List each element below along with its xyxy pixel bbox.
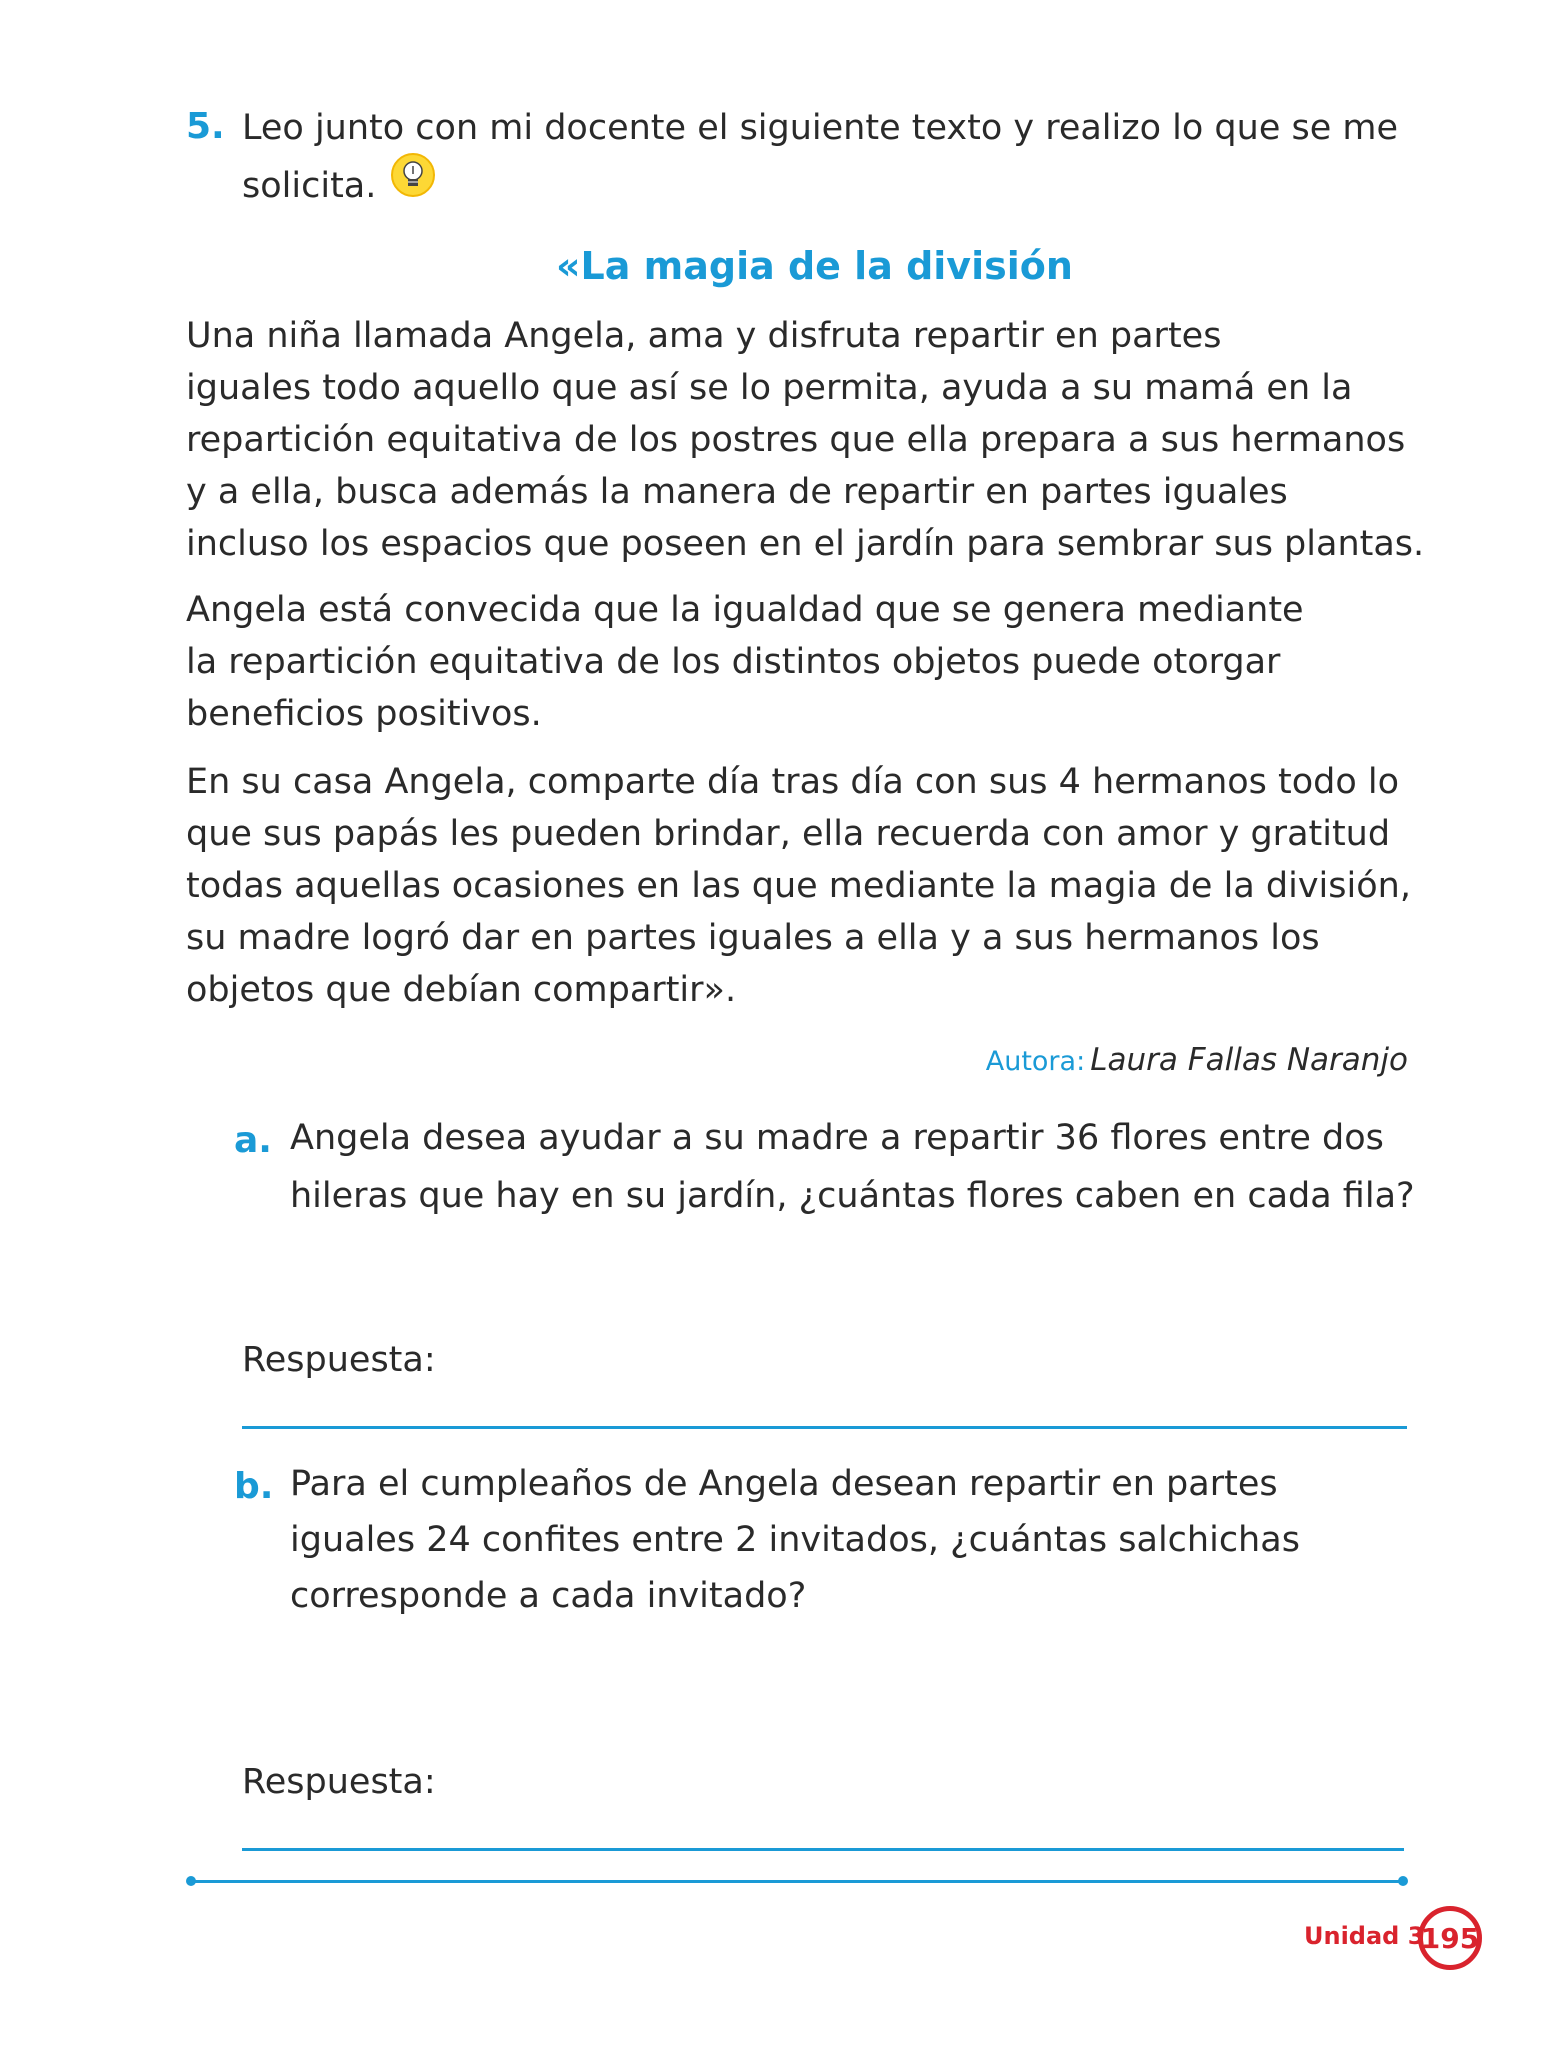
answer-label-a: Respuesta: xyxy=(242,1340,436,1380)
paragraph-line: iguales todo aquello que así se lo permita, ayuda a su mamá en la xyxy=(186,368,1353,408)
paragraph-line: En su casa Angela, comparte día tras día con sus 4 hermanos todo lo xyxy=(186,762,1400,802)
question-a-line1: Angela desea ayudar a su madre a repartir 36 flores entre dos xyxy=(290,1118,1384,1158)
answer-line-a[interactable] xyxy=(242,1426,1407,1429)
question-a-line2: hileras que hay en su jardín, ¿cuántas flores caben en cada fila? xyxy=(290,1176,1415,1216)
paragraph-line: Angela está convecida que la igualdad que se genera mediante xyxy=(186,590,1304,630)
paragraph-line: Una niña llamada Angela, ama y disfruta repartir en partes xyxy=(186,316,1222,356)
paragraph-line: que sus papás les pueden brindar, ella recuerda con amor y gratitud xyxy=(186,814,1391,854)
story-paragraph-2 xyxy=(186,584,1304,740)
paragraph-line: su madre logró dar en partes iguales a ella y a sus hermanos los xyxy=(186,918,1320,958)
question-b-line2: iguales 24 confites entre 2 invitados, ¿cuántas salchichas xyxy=(290,1520,1300,1560)
paragraph-line: y a ella, busca además la manera de repartir en partes iguales xyxy=(186,472,1288,512)
paragraph-line: la repartición equitativa de los distintos objetos puede otorgar xyxy=(186,642,1281,682)
question-b-line3: corresponde a cada invitado? xyxy=(290,1576,807,1616)
unit-label: Unidad 3 xyxy=(1304,1922,1425,1950)
divider-dot-left xyxy=(186,1876,196,1886)
author-attribution xyxy=(986,1042,1408,1078)
paragraph-line: incluso los espacios que poseen en el jardín para sembrar sus plantas. xyxy=(186,524,1425,564)
paragraph-line: repartición equitativa de los postres que ella prepara a sus hermanos xyxy=(186,420,1406,460)
item-instruction-line2: solicita. xyxy=(242,166,377,206)
question-a-letter: a. xyxy=(234,1120,272,1161)
paragraph-line: objetos que debían compartir». xyxy=(186,970,737,1010)
footer-divider xyxy=(192,1880,1402,1883)
story-title: «La magia de la división xyxy=(556,244,1073,288)
author-name: Laura Fallas Naranjo xyxy=(1090,1042,1408,1078)
answer-line-b[interactable] xyxy=(242,1848,1404,1851)
item-number: 5. xyxy=(186,106,225,147)
question-b-letter: b. xyxy=(234,1466,274,1507)
author-label: Autora: xyxy=(985,1046,1086,1077)
answer-label-b: Respuesta: xyxy=(242,1762,436,1802)
story-paragraph-1 xyxy=(186,310,1424,570)
lightbulb-icon xyxy=(390,152,436,198)
paragraph-line: todas aquellas ocasiones en las que mediante la magia de la división, xyxy=(186,866,1411,906)
paragraph-line: beneficios positivos. xyxy=(186,694,542,734)
item-instruction-line1: Leo junto con mi docente el siguiente texto y realizo lo que se me xyxy=(242,108,1399,148)
divider-dot-right xyxy=(1398,1876,1408,1886)
story-paragraph-3 xyxy=(186,756,1411,1016)
question-b-line1: Para el cumpleaños de Angela desean repartir en partes xyxy=(290,1464,1278,1504)
page-number: 195 xyxy=(1418,1906,1482,1970)
